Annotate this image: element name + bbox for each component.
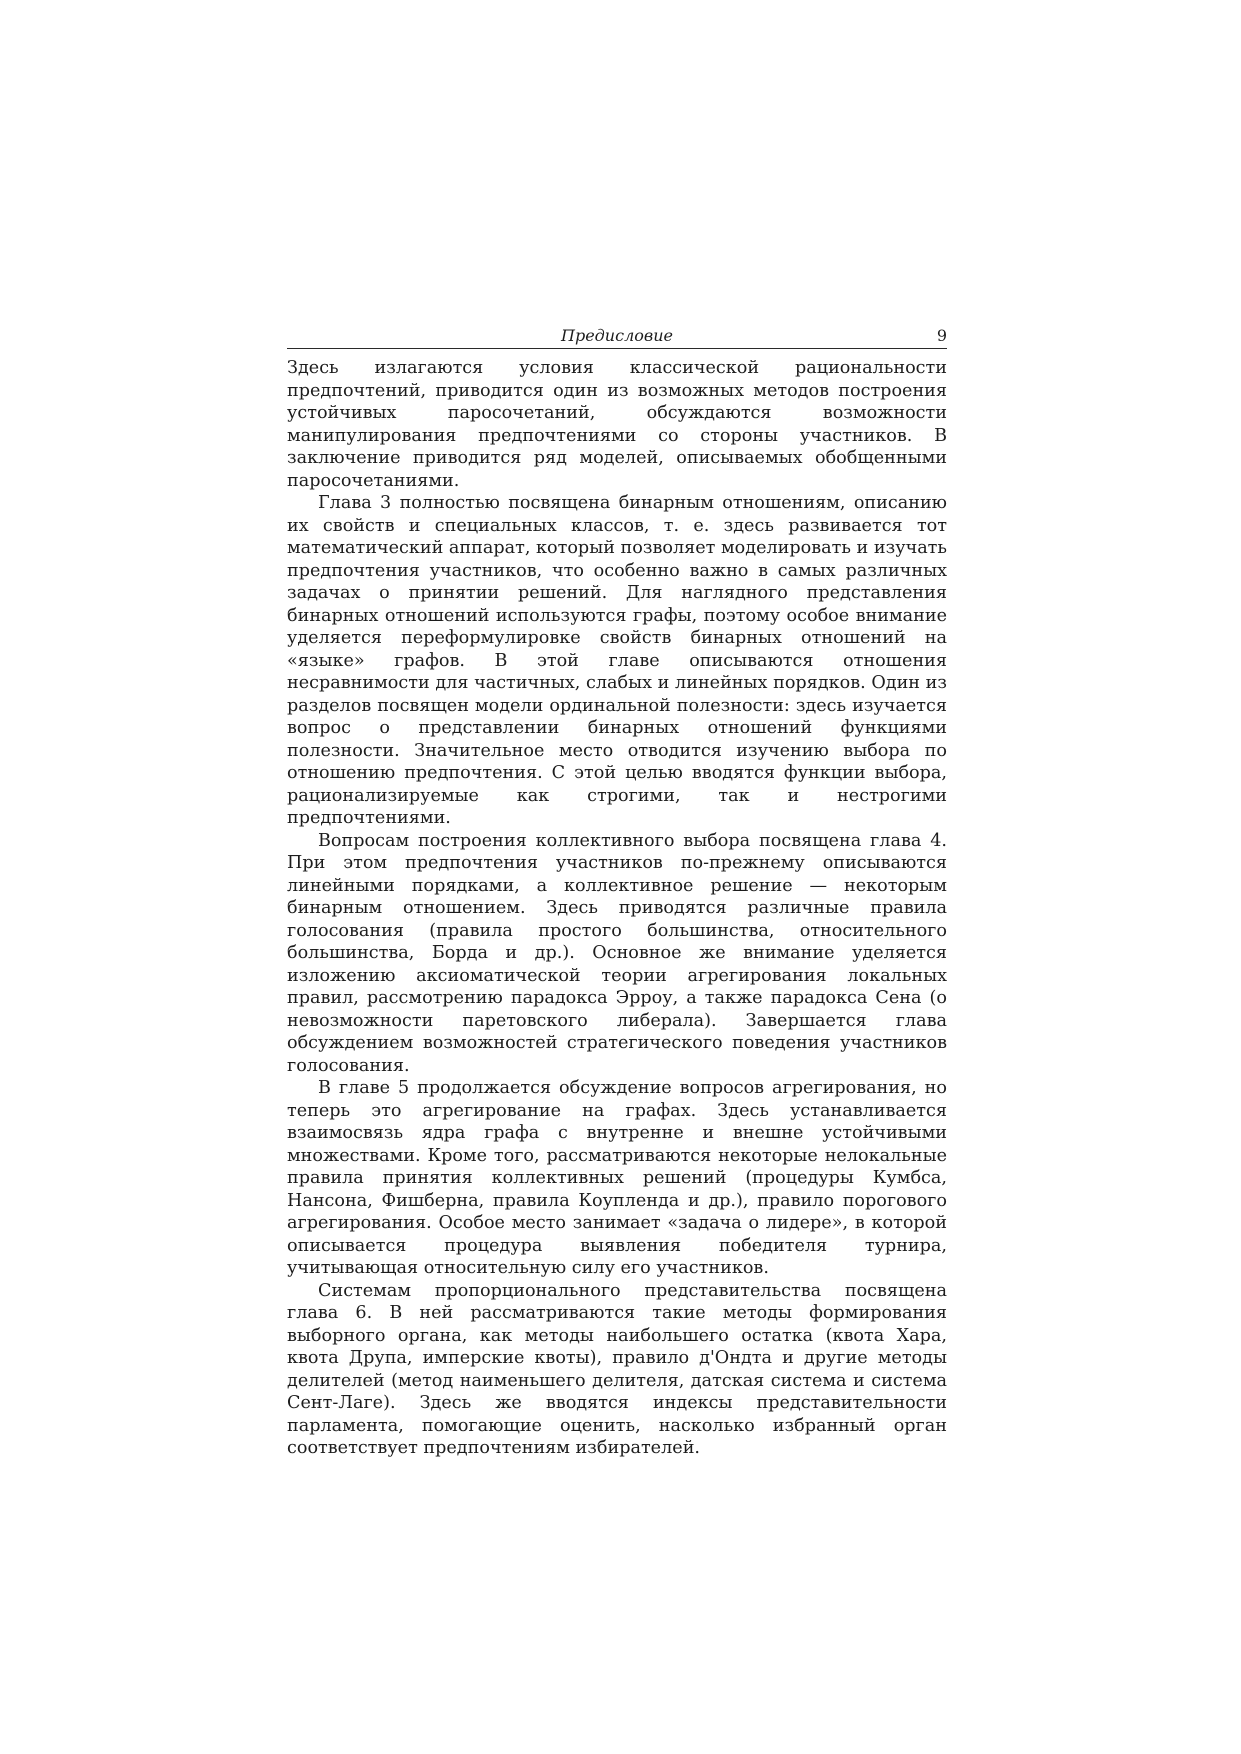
body-text <box>287 357 947 1460</box>
paragraph-4: В главе 5 продолжается обсуждение вопросов агрегирования, но теперь это агрегирование на графах. Здесь устанавливается взаимосвязь ядра графа с внутренне и внешне устойчивыми множествами. Кроме того, рассматриваются некоторые нелокальные правила принятия коллективных решений (процедуры Кумбса, Нансона, Фишберна, правила Коупленда и др.), правило порогового агрегирования. Особое место занимает «задача о лидере», в которой описывается процедура выявления победителя турнира, учитывающая относительную силу его участников. <box>287 1078 947 1278</box>
paragraph-2: Глава 3 полностью посвящена бинарным отношениям, описанию их свойств и специальных классов, т. е. здесь развивается тот математический аппарат, который позволяет моделировать и изучать предпочтения участников, что особенно важно в самых различных задачах о принятии решений. Для наглядного представления бинарных отношений используются графы, поэтому особое внимание уделяется переформулировке свойств бинарных отношений на «языке» графов. В этой главе описываются отношения несравнимости для частичных, слабых и линейных порядков. Один из разделов посвящен модели ординальной полезности: здесь изучается вопрос о представлении бинарных отношений функциями полезности. Значительное место отводится изучению выбора по отношению предпочтения. С этой целью вводятся функции выбора, рационализируемые как строгими, так и нестрогими предпочтениями. <box>287 493 947 828</box>
page-number: 9 <box>936 326 947 345</box>
running-header <box>287 326 947 349</box>
running-title: Предисловие <box>561 326 673 345</box>
paragraph-1: Здесь излагаются условия классической рациональности предпочтений, приводится один из возможных методов построения устойчивых паросочетаний, обсуждаются возможности манипулирования предпочтениями со стороны участников. В заключение приводится ряд моделей, описываемых обобщенными паросочетаниями. <box>287 358 947 491</box>
book-page <box>287 326 947 1460</box>
paragraph-3: Вопросам построения коллективного выбора посвящена глава 4. При этом предпочтения участников по-прежнему описываются линейными порядками, а коллективное решение — некоторым бинарным отношением. Здесь приводятся различные правила голосования (правила простого большинства, относительного большинства, Борда и др.). Основное же внимание уделяется изложению аксиоматической теории агрегирования локальных правил, рассмотрению парадокса Эрроу, а также парадокса Сена (о невозможности паретовского либерала). Завершается глава обсуждением возможностей стратегического поведения участников голосования. <box>287 830 947 1076</box>
paragraph-5: Системам пропорционального представительства посвящена глава 6. В ней рассматриваются такие методы формирования выборного органа, как методы наибольшего остатка (квота Хара, квота Друпа, имперские квоты), правило д'Ондта и другие методы делителей (метод наименьшего делителя, датская система и система Сент-Лаге). Здесь же вводятся индексы представительности парламента, помогающие оценить, насколько избранный орган соответствует предпочтениям избирателей. <box>287 1280 947 1458</box>
